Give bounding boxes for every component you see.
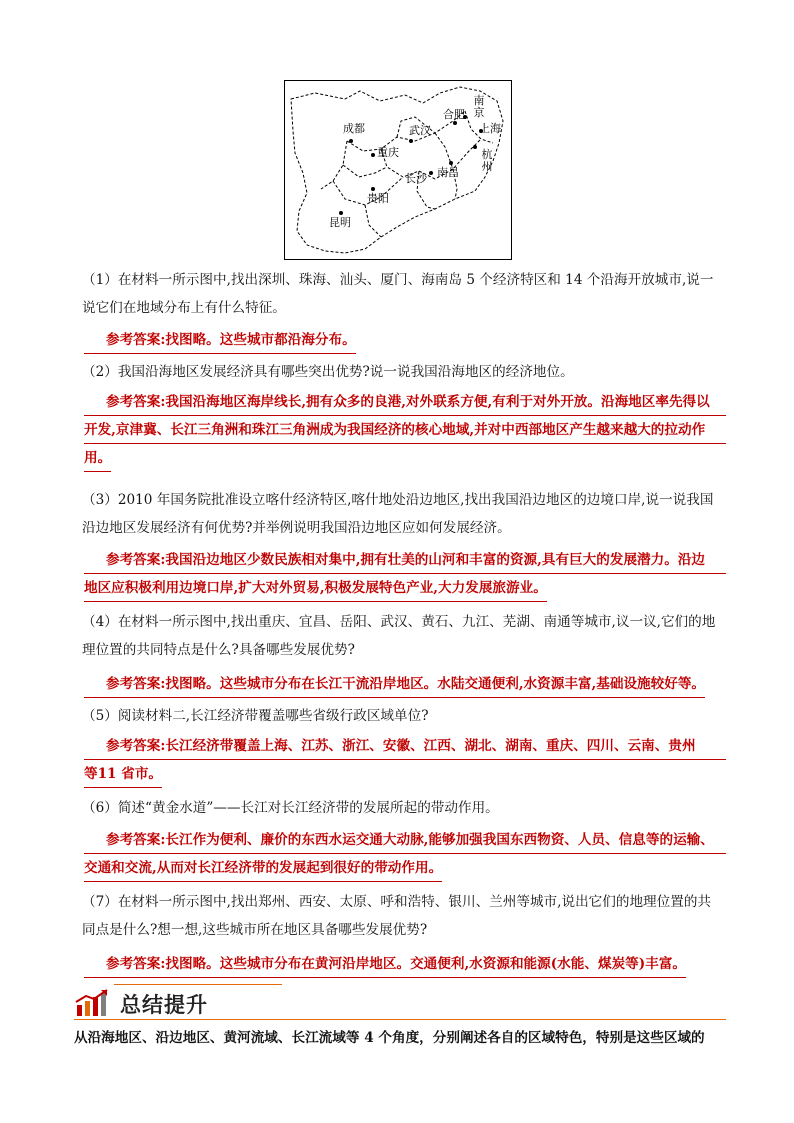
question-line: （1）在材料一所示图中,找出深圳、珠海、汕头、厦门、海南岛 5 个经济特区和 14 个沿海开放城市,说一 — [82, 272, 714, 288]
answer-line: 开发,京津冀、长江三角洲和珠江三角洲成为我国经济的核心地域,并对中西部地区产生越来越大的拉动作 — [84, 416, 726, 444]
question-line: （2）我国沿海地区发展经济具有哪些突出优势?说一说我国沿海地区的经济地位。 — [82, 364, 574, 380]
question-line: 理位置的共同特点是什么?具备哪些发展优势? — [82, 642, 355, 658]
city-label-chengdu: 成都 — [343, 122, 365, 135]
question-4 — [82, 608, 722, 664]
answer-6 — [84, 826, 726, 892]
question-6 — [82, 794, 722, 822]
bar-chart-trend-icon — [74, 988, 112, 1022]
city-label-changsha: 长沙 — [405, 172, 427, 185]
answer-line: 参考答案:找图略。这些城市分布在黄河沿岸地区。交通便利,水资源和能源(水能、煤炭等)丰富。 — [84, 950, 686, 978]
city-label-nanchang: 南昌 — [437, 166, 459, 179]
answer-line: 参考答案:找图略。这些城市都沿海分布。 — [84, 326, 356, 354]
summary-paragraph: 从沿海地区、沿边地区、黄河流域、长江流域等 4 个角度，分别阐述各自的区域特色，特别是这些区域的 — [74, 1030, 705, 1046]
answer-line: 参考答案:我国沿海地区海岸线长,拥有众多的良港,对外联系方便,有利于对外开放。沿海地区率先得以 — [84, 388, 726, 416]
section-underline — [74, 1019, 726, 1020]
question-2 — [82, 358, 722, 386]
city-label-chongqing: 重庆 — [377, 146, 399, 159]
question-3 — [82, 486, 722, 542]
answer-line: 用。 — [84, 444, 111, 472]
question-line: （6）简述“黄金水道”——长江对长江经济带的发展所起的带动作用。 — [82, 800, 499, 816]
answer-line: 参考答案:长江作为便利、廉价的东西水运交通大动脉,能够加强我国东西物资、人员、信息等的运输、 — [84, 826, 726, 854]
city-label-shanghai: 上海 — [479, 122, 501, 135]
question-7 — [82, 888, 722, 944]
answer-2 — [84, 388, 726, 482]
question-line: （3）2010 年国务院批准设立喀什经济特区,喀什地处沿边地区,找出我国沿边地区的边境口岸,说一说我国 — [82, 492, 714, 508]
answer-line: 交通和交流,从而对长江经济带的发展起到很好的带动作用。 — [84, 854, 442, 882]
question-line: （7）在材料一所示图中,找出郑州、西安、太原、呼和浩特、银川、兰州等城市,说出它们的地理位置的共 — [82, 894, 712, 910]
section-header-summary — [74, 986, 726, 1020]
city-label-kunming: 昆明 — [329, 216, 351, 229]
question-line: （5）阅读材料二,长江经济带覆盖哪些省级行政区域单位? — [82, 708, 429, 724]
answer-line: 地区应积极利用边境口岸,扩大对外贸易,积极发展特色产业,大力发展旅游业。 — [84, 574, 547, 602]
question-line: 沿边地区发展经济有何优势?并举例说明我国沿边地区应如何发展经济。 — [82, 520, 511, 536]
question-line: 同点是什么?想一想,这些城市所在地区具备哪些发展优势? — [82, 922, 428, 938]
question-line: 说它们在地域分布上有什么特征。 — [82, 300, 286, 316]
city-label-nanjing: 南京 — [473, 94, 485, 119]
answer-line: 等11 省市。 — [84, 760, 162, 788]
answer-7 — [84, 950, 726, 988]
answer-line: 参考答案:找图略。这些城市分布在长江干流沿岸地区。水陆交通便利,水资源丰富,基础设施较好等。 — [84, 670, 705, 698]
answer-5 — [84, 732, 726, 798]
section-top-rule — [114, 984, 282, 985]
answer-line: 参考答案:长江经济带覆盖上海、江苏、浙江、安徽、江西、湖北、湖南、重庆、四川、云南、贵州 — [84, 732, 726, 760]
city-label-hefei: 合肥 — [443, 108, 465, 121]
question-5 — [82, 702, 722, 730]
section-title: 总结提升 — [120, 993, 208, 1017]
city-label-guiyang: 贵阳 — [367, 192, 389, 205]
answer-3 — [84, 546, 726, 612]
city-label-hangzhou: 杭州 — [481, 148, 493, 173]
answer-line: 参考答案:我国沿边地区少数民族相对集中,拥有壮美的山河和丰富的资源,具有巨大的发展潜力。沿边 — [84, 546, 726, 574]
city-label-wuhan: 武汉 — [409, 124, 431, 137]
question-1 — [82, 266, 722, 322]
question-line: （4）在材料一所示图中,找出重庆、宜昌、岳阳、武汉、黄石、九江、芜湖、南通等城市,议一议,它们的地 — [82, 614, 716, 630]
yangtze-map-figure — [284, 80, 512, 260]
